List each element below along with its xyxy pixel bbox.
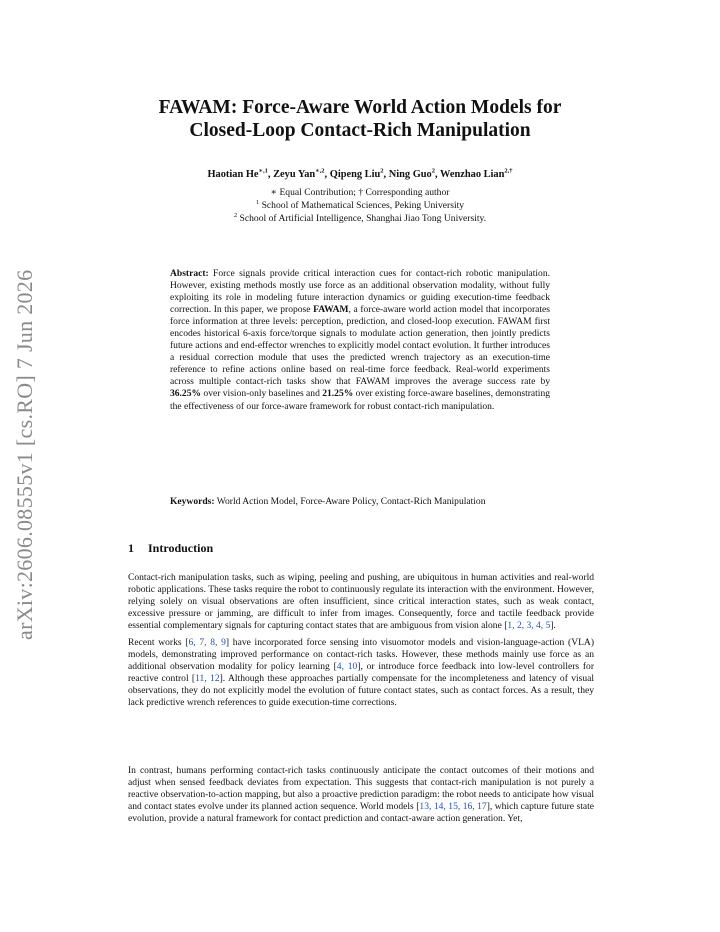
citation-link[interactable]: 1, 2, 3, 4, 5 xyxy=(507,620,551,632)
title-line-2: Closed-Loop Contact-Rich Manipulation xyxy=(189,120,531,141)
paragraph-3: In contrast, humans performing contact-rich tasks continuously anticipate the contact outcomes of their motions and adjust when sensed feedback deviates from expectation. This suggests that contact-rich manipulation is not purely a reactive observation-to-action mapping, but also a proactive prediction paradigm: the robot needs to anticipate how visual and contact states evolve under its planned action sequence. World models [13, 14, 15, 16, 17], which capture future state evolution, provide a natural framework for contact prediction and contact-aware action generation. Yet, xyxy=(128,765,595,825)
abstract: Abstract: Force signals provide critical interaction cues for contact-rich robotic manipulation. However, existing methods mostly use force as an additional observation modality, without fully exploiting its role in modeling future interaction dynamics or guiding execution-time feedback correction. In this paper, we propose FAWAM, a force-aware world action model that incorporates force information at three levels: perception, prediction, and closed-loop execution. FAWAM first encodes historical 6-axis force/torque signals to modulate action generation, then jointly predicts future actions and end-effector wrenches to explicitly model contact evolution. It further introduces a residual correction module that uses the predicted wrench trajectory as an execution-time reference to refine actions online based on real-time force feedback. Real-world experiments across multiple contact-rich tasks show that FAWAM improves the average success rate by 36.25% over vision-only baselines and 21.25% over existing force-aware baselines, demonstrating the effectiveness of our force-aware framework for robust contact-rich manipulation. xyxy=(170,268,550,412)
author: Ning Guo$^2$ xyxy=(388,167,436,180)
author-list: Haotian $He^{∗,1}$, Zeyu Yan$^{∗,2}$, Qipeng Liu$^2$, Ning Guo$^2$, Wenzhao Lian$^{2,\dagger}$ xyxy=(207,167,513,180)
citation-link[interactable]: 4, 10 xyxy=(336,661,358,673)
abstract-label: Abstract: xyxy=(170,268,209,279)
author: Haotian $He^{∗,1}$ xyxy=(207,167,268,180)
section-heading-introduction: 1 Introduction xyxy=(128,541,214,555)
paper-title xyxy=(120,96,600,142)
keywords: Keywords: World Action Model, Force-Aware Policy, Contact-Rich Manipulation xyxy=(170,496,486,507)
citation-link[interactable]: 6, 7, 8, 9 xyxy=(188,637,226,648)
author: Zeyu Yan$^{∗,2}$ xyxy=(273,167,325,180)
paragraph-1: Contact-rich manipulation tasks, such as wiping, peeling and pushing, are ubiquitous in human activities and real-world robotic applications. These tasks require the robot to continuously regulate its interaction with the environment. However, relying solely on visual observations are often insufficient, since critical interaction states, such as weak contact, excessive pressure or jamming, are difficult to infer from images. Consequently, force and tactile feedback provide essential complementary signals for capturing contact states that are ambiguous from vision alone [1, 2, 3, 4, 5]. xyxy=(128,572,594,632)
citation-link[interactable]: 11, 12 xyxy=(195,673,220,685)
citation-link[interactable]: 13, 14, 15, 16, 17 xyxy=(419,801,487,813)
keywords-label: Keywords: xyxy=(170,496,215,507)
affiliation-2: $^2$ School of Artificial Intelligence, Shanghai Jiao Tong University. xyxy=(233,211,487,224)
contribution-note: ∗ Equal Contribution; † Corresponding author xyxy=(270,187,450,198)
author: Qipeng Liu$^2$ xyxy=(329,167,384,180)
arxiv-identifier: arXiv:2606.08555v1 [cs.RO] 7 Jun 2026 xyxy=(12,269,37,640)
affiliation-1: $^1$ School of Mathematical Sciences, Peking University xyxy=(255,198,465,211)
paragraph-2: Recent works [6, 7, 8, 9] have incorporated force sensing into visuomotor models and vision-language-action (VLA) models, demonstrating improved performance on contact-rich tasks. However, these methods mainly use force as an additional observation modality for policy learning [4, 10], or introduce force feedback into low-level controllers for reactive control [11, 12]. Although these approaches partially compensate for the incompleteness and latency of visual observations, they do not explicitly model the evolution of future contact states, such as contact forces. As a result, they lack predictive wrench references to guide execution-time corrections. xyxy=(128,637,595,709)
title-line-1: FAWAM: Force-Aware World Action Models for xyxy=(158,97,562,118)
author: Wenzhao Lian$^{2,\dagger}$ xyxy=(440,167,513,180)
